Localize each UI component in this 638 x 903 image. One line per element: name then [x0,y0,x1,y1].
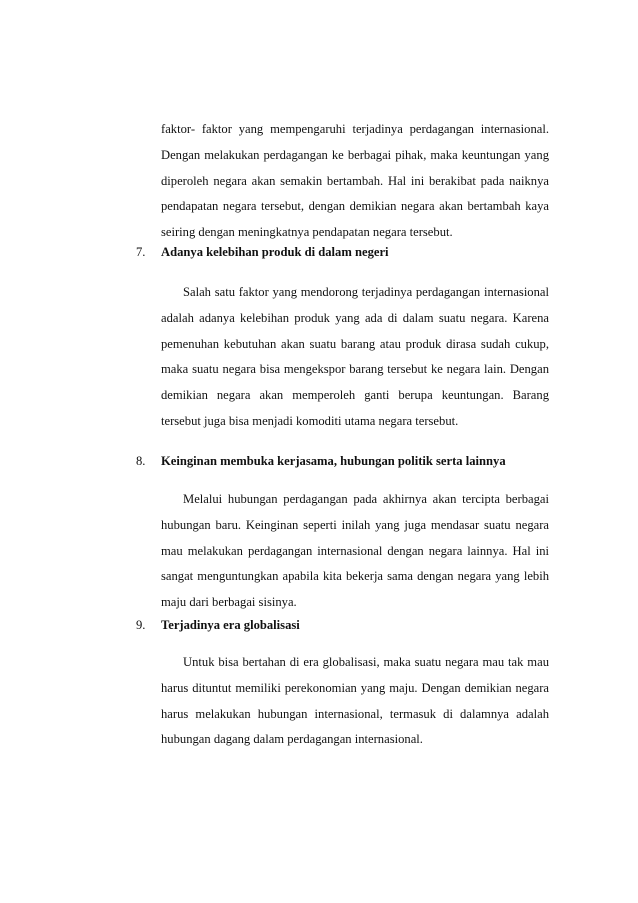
section-number: 9. [136,618,146,632]
section-7-heading [136,245,556,265]
section-7-body: Salah satu faktor yang mendorong terjadinya perdagangan internasional adalah adanya kelebihan produk yang ada di dalam suatu negara. Karena pemenuhan kebutuhan akan suatu barang atau produk dirasa sudah cukup, maka suatu negara bisa mengekspor barang tersebut ke negara lain. Dengan demikian negara akan memperoleh ganti berupa keuntungan. Barang tersebut juga bisa menjadi komoditi utama negara tersebut. [161,285,549,428]
section-number: 8. [136,454,146,468]
section-number: 7. [136,245,146,259]
section-9-heading [136,618,556,638]
section-8-body: Melalui hubungan perdagangan pada akhirnya akan tercipta berbagai hubungan baru. Keinginan seperti inilah yang juga mendasar suatu negara mau melakukan perdagangan internasional dengan negara lainnya. Hal ini sangat menguntungkan apabila kita bekerja sama dengan negara yang lebih maju dari berbagai sisinya. [161,492,549,610]
section-9-body: Untuk bisa bertahan di era globalisasi, maka suatu negara mau tak mau harus dituntut memiliki perekonomian yang maju. Dengan demikian negara harus melakukan hubungan internasional, termasuk di dalamnya adalah hubungan dagang dalam perdagangan internasional. [161,655,549,747]
section-8-heading [136,454,556,474]
section-title: Terjadinya era globalisasi [161,618,300,632]
section-title: Adanya kelebihan produk di dalam negeri [161,245,389,259]
intro-paragraph: faktor- faktor yang mempengaruhi terjadinya perdagangan internasional. Dengan melakukan perdagangan ke berbagai pihak, maka keuntungan yang diperoleh negara akan semakin bertambah. Hal ini berakibat pada naiknya pendapatan negara tersebut, dengan demikian negara akan bertambah kaya seiring dengan meningkatnya pendapatan negara tersebut. [161,122,549,240]
section-title: Keinginan membuka kerjasama, hubungan politik serta lainnya [161,454,506,468]
